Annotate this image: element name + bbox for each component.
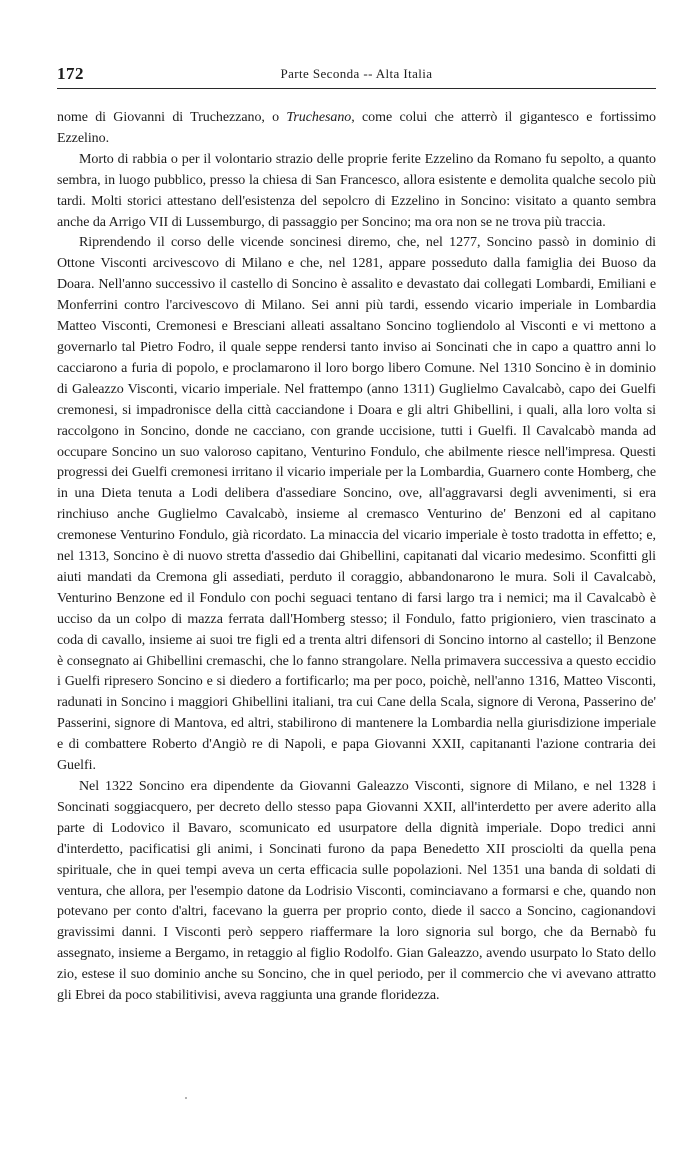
running-header [57,62,656,89]
paragraph-text: Nel 1322 Soncino era dipendente da Giovanni Galeazzo Visconti, signore di Milano, e nel 1328 i Soncinati soggiacquero, per decreto dello stesso papa Giovanni XXII, all'interdetto per avere aderito alla parte di Lodovico il Bavaro, scomunicato ed usurpatore della dignità imperiale. Dopo tredici anni d'interdetto, pacificatisi gli animi, i Soncinati furono da papa Benedetto XII prosciolti da quella pena spirituale, che in quei tempi aveva un certa efficacia sulle popolazioni. Nel 1351 una banda di soldati di ventura, che allora, per l'esempio datone da Lodrisio Visconti, cominciavano a formarsi e che, quando non potevano per conto d'altri, facevano la guerra per proprio conto, diede il sacco a Soncino, cagionandovi gravissimi danni. I Visconti però seppero riaffermare la loro signoria sul borgo, che da Bernabò fu assegnato, insieme a Bergamo, in retaggio al figlio Rodolfo. Gian Galeazzo, avendo usurpato lo Stato dello zio, estese il suo dominio anche su Soncino, che in quel periodo, per il commercio che vi avevano attratto gli Ebrei da poco stabilitivisi, aveva raggiunta una grande floridezza. [57,779,656,1004]
paragraph-text: , come colui che atterrò il gigantesco e fortissimo Ezzelino. [57,110,656,146]
paragraph-text: Morto di rabbia o per il volontario strazio delle proprie ferite Ezzelino da Romano fu sepolto, a quanto sembra, in luogo pubblico, presso la chiesa di San Francesco, allora esistente e demolita qualche secolo più tardi. Molti storici attestano dell'esistenza del sepolcro di Ezzelino in Soncino: visitato a quanto sembra anche da Arrigo VII di Lussemburgo, di passaggio per Soncino; ma ora non se ne trova più traccia. [57,151,656,230]
paragraph [57,150,656,234]
book-page [57,62,656,1007]
paragraph [57,108,656,150]
paragraph-text: Riprendendo il corso delle vicende soncinesi diremo, che, nel 1277, Soncino passò in dominio di Ottone Visconti arcivescovo di Milano e che, nel 1281, appare posseduto dalla famiglia dei Buoso da Doara. Nell'anno successivo il castello di Soncino è assalito e devastato dai collegati Lombardi, Emiliani e Monferrini contro l'arcivescovo di Milano. Sei anni più tardi, essendo vicario imperiale in Lombardia Matteo Visconti, Cremonesi e Bresciani alleati assaltano Soncino togliendolo al Visconti e vi mettono a governarlo tal Pietro Fodro, il quale seppe rendersi tanto inviso ai Soncinati che in capo a quattro anni lo cacciarono a furia di popolo, e proclamarono il loro borgo libero Comune. Nel 1310 Soncino è in dominio di Galeazzo Visconti, vicario imperiale. Nel frattempo (anno 1311) Guglielmo Cavalcabò, capo dei Guelfi cremonesi, si impadronisce della città cacciandone i Doara e gli altri Ghibellini, i quali, alla loro volta si raccolgono in Soncino, donde ne cacciano, con grande uccisione, tutti i Guelfi. Il Cavalcabò manda ad occupare Soncino un suo valoroso capitano, Venturino Fondulo, che abilmente riesce nell'impresa. Questi progressi dei Guelfi cremonesi irritano il vicario imperiale per la Lombardia, Guarnero conte Homberg, che in una Dieta tenuta a Lodi delibera d'assediare Soncino, ove, all'aggravarsi degli avvenimenti, si era rinchiuso anche Guglielmo Cavalcabò, insieme al cremasco Venturino de' Benzoni ed al capitano cremonese Venturino Fondulo, già ricordato. La minaccia del vicario imperiale è tosto tradotta in effetto; e, nel 1313, Soncino è di nuovo stretta d'assedio dai Ghibellini, capitanati dal vicario medesimo. Sconfitti gli aiuti mandati da Cremona gli assediati, perduto il coraggio, abbandonarono le mura. Soli il Cavalcabò, Venturino Benzone ed il Fondulo con pochi seguaci tentano di farsi largo tra i nemici; ma il Cavalcabò è ucciso da un colpo di mazza ferrata dall'Homberg stesso; il Fondulo, fatto prigioniero, vien trascinato a coda di cavallo, insieme ai suoi tre figli ed a trenta altri difensori di Soncino intorno al castello; il Benzone è consegnato ai Ghibellini cremaschi, che lo fanno strangolare. Nella primavera successiva a questo eccidio i Guelfi ripresero Soncino e si diedero a fortificarlo; ma per poco, poichè, nell'anno 1316, Matteo Visconti, radunati in Soncino i maggiori Ghibellini italiani, tra cui Cane della Scala, signore di Verona, Passerino de' Passerini, signore di Mantova, ed altri, stabilirono di mantenere la Lombardia nella giurisdizione imperiale e di combattere Roberto d'Angiò re di Napoli, e papa Giovanni XXII, capitananti l'azione contraria dei Guelfi. [57,235,656,774]
print-speck [185,1097,187,1099]
italic-text: Truchesano [286,110,352,125]
paragraph-text: nome di Giovanni di Truchezzano, o [57,110,287,125]
paragraph [57,233,656,777]
body-text [57,108,656,1007]
running-title: Parte Seconda -- Alta Italia [280,66,433,81]
paragraph [57,777,656,1007]
page-number: 172 [57,64,84,83]
